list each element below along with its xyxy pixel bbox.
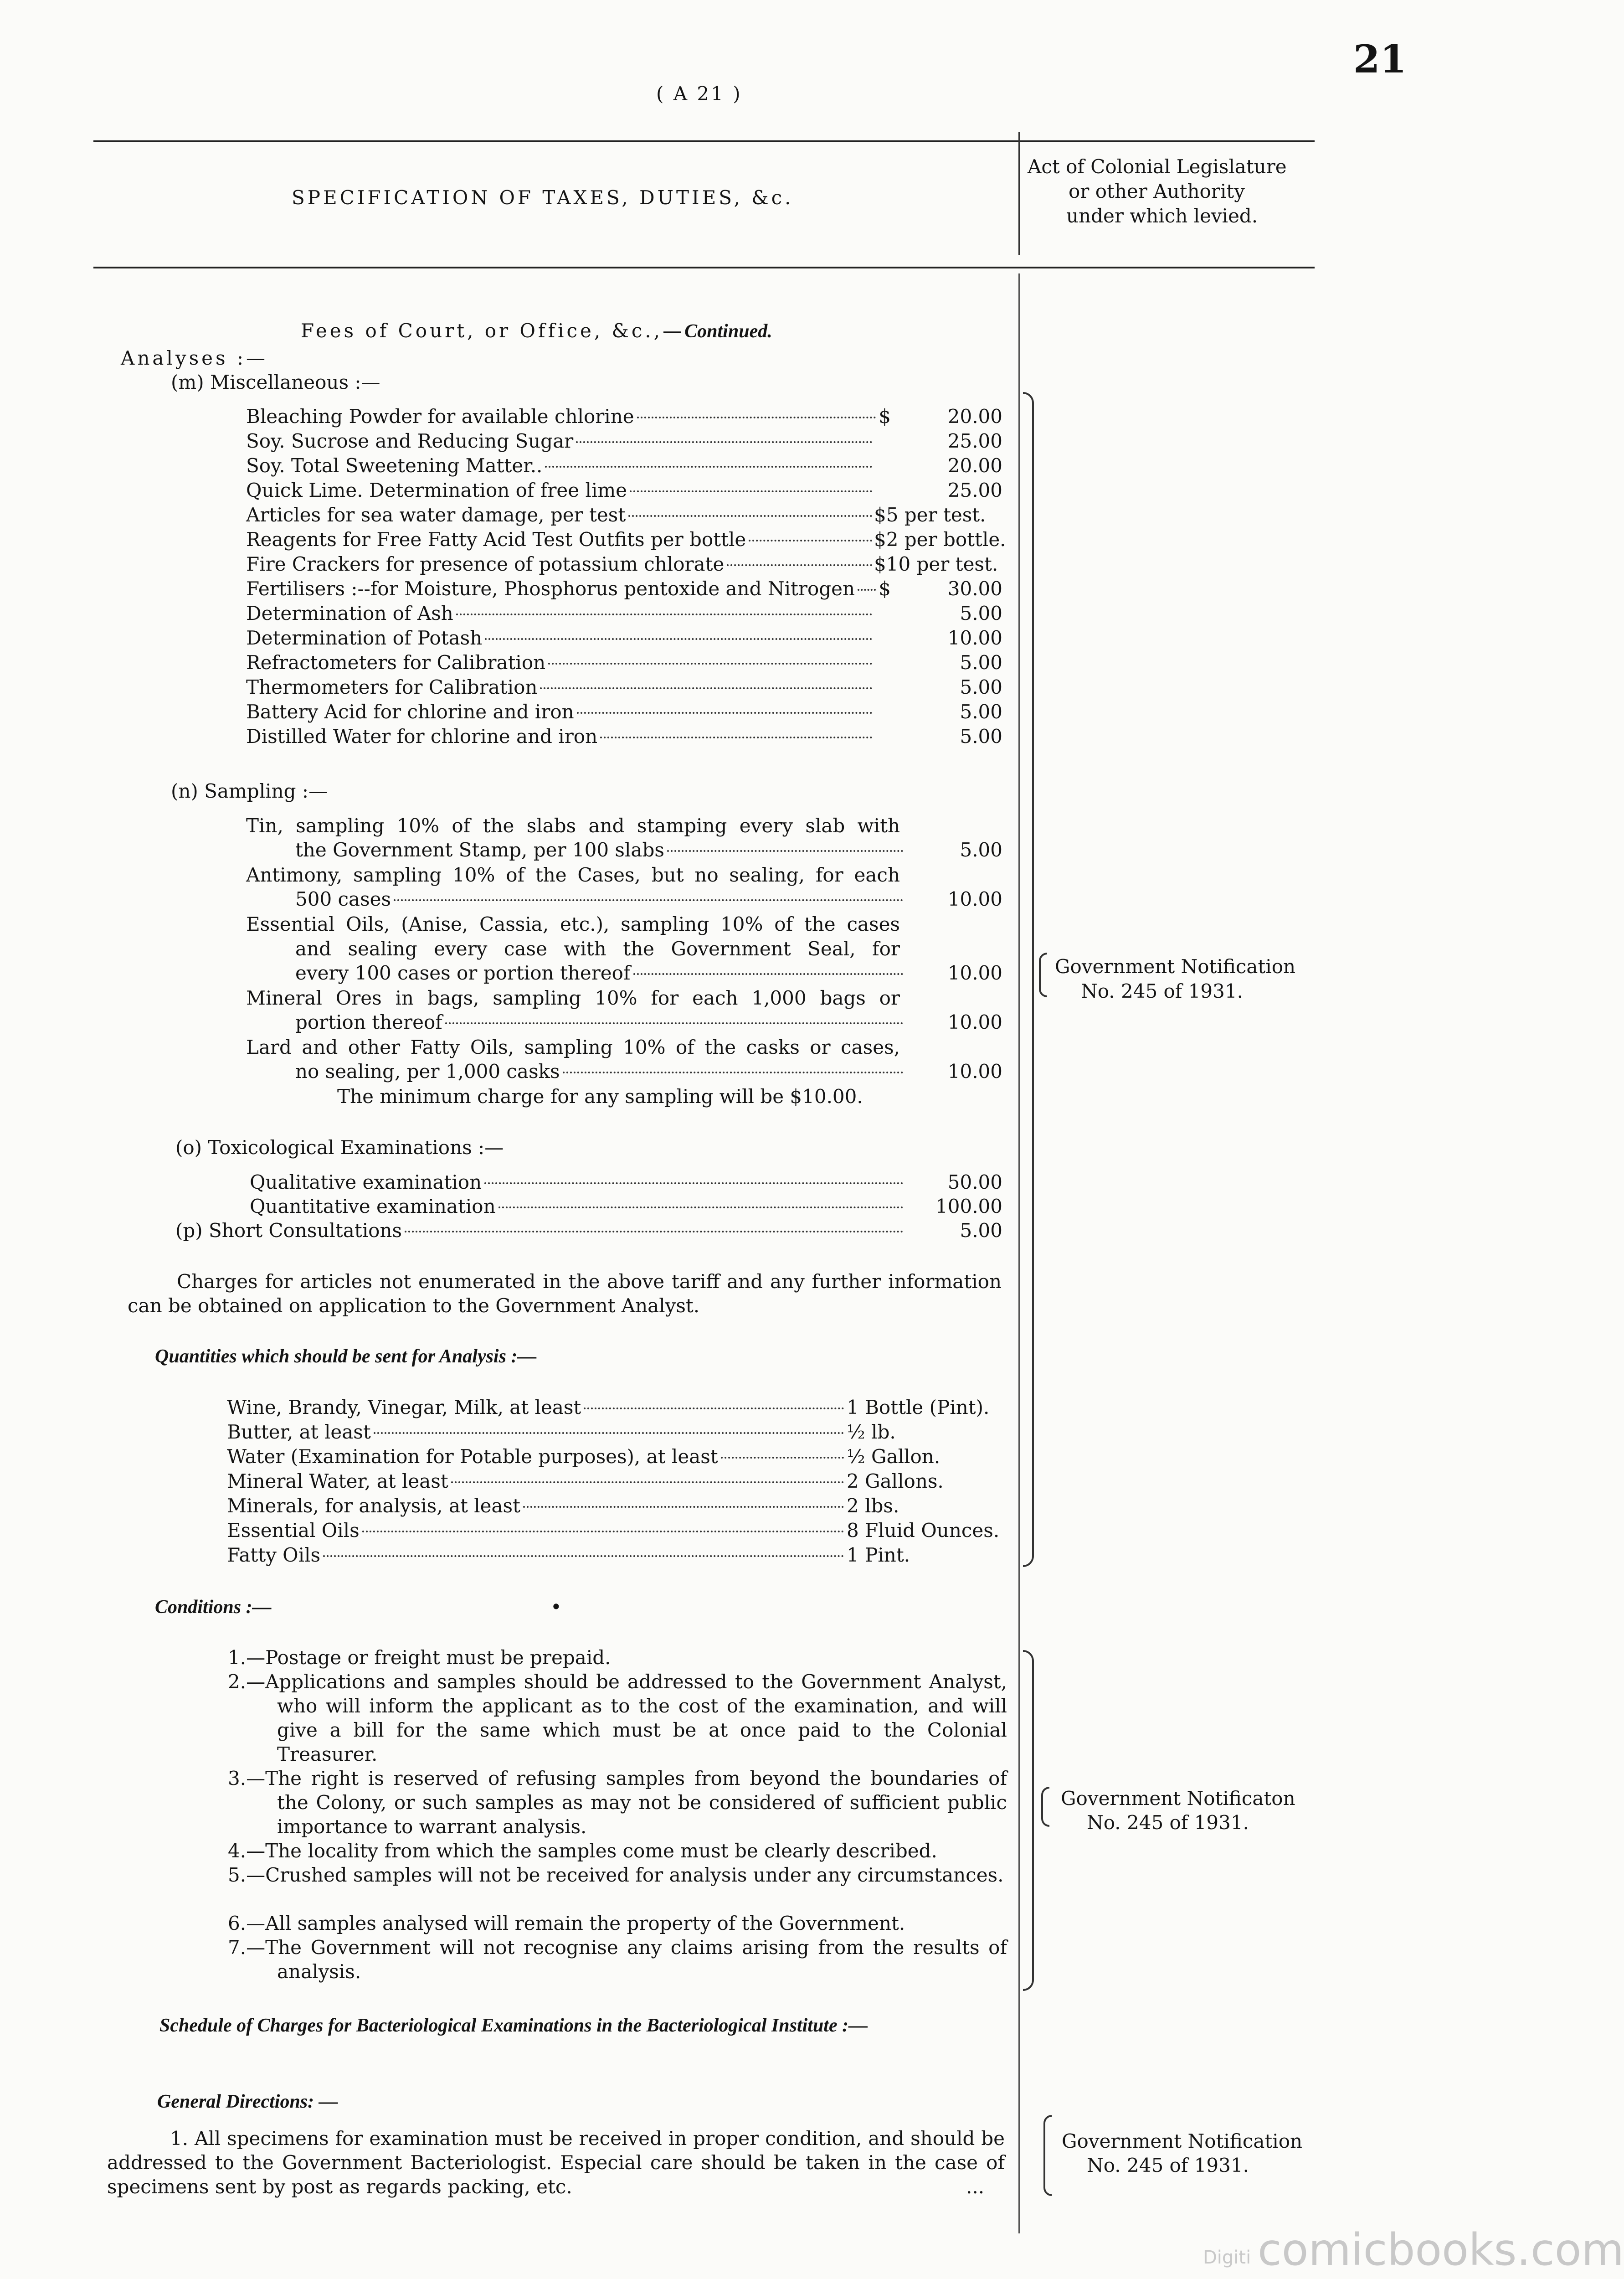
misc-item-label: Refractometers for Calibration [246, 651, 546, 674]
quantity-item [227, 1445, 1011, 1469]
misc-item [246, 552, 875, 576]
misc-item-value: 20.00 [947, 405, 1002, 428]
misc-item-label: Determination of Potash [246, 627, 483, 649]
misc-item [246, 602, 875, 625]
leader-dots [628, 515, 872, 517]
misc-item-label: Soy. Sucrose and Reducing Sugar [246, 430, 574, 452]
sampling-item-value: 10.00 [947, 962, 1002, 984]
dollar-sign: $ [879, 405, 891, 428]
misc-item-value: 5.00 [960, 602, 1002, 624]
page-title: SPECIFICATION OF TAXES, DUTIES, &c. [292, 186, 794, 209]
leader-dots [563, 1072, 903, 1073]
condition-text: Crushed samples will not be received for analysis under any circumstances. [265, 1864, 1004, 1886]
sampling-item-text: Mineral Ores in bags, sampling 10% for each 1,000 bags or [246, 987, 900, 1009]
sampling-item-label: the Government Stamp, per 100 slabs [295, 839, 664, 861]
misc-item [246, 577, 891, 601]
notification-3-line2: No. 245 of 1931. [1087, 2154, 1249, 2176]
misc-item-value: 5.00 [960, 701, 1002, 723]
misc-item-value: 20.00 [947, 454, 1002, 477]
schedule-heading: Schedule of Charges for Bacteriological Examinations in the Bacteriological Institute :— [159, 2015, 868, 2036]
misc-item-value: 25.00 [947, 430, 1002, 452]
quantity-item [227, 1420, 1011, 1444]
tox-item-label: Qualitative examination [250, 1171, 482, 1193]
misc-heading: (m) Miscellaneous :— [171, 371, 380, 393]
leader-dots [485, 638, 872, 640]
analyses-heading: Analyses :— [121, 347, 268, 369]
leader-dots [362, 1531, 844, 1532]
leader-dots [584, 1408, 844, 1409]
quantity-item [227, 1469, 1011, 1493]
misc-item-label: Quick Lime. Determination of free lime [246, 479, 627, 501]
quantity-item-value: 1 Bottle (Pint). [847, 1396, 990, 1418]
brace-right-2 [1023, 1650, 1034, 1991]
sampling-item-label: portion thereof [295, 1011, 442, 1033]
sampling-item-text: and sealing every case with the Government Seal, for [295, 938, 900, 960]
condition-text: The locality from which the samples come must be clearly described. [265, 1840, 937, 1862]
condition-text: The right is reserved of refusing samples from beyond the boundaries of the Colony, or such samples as may not be considered of sufficient public importance to warrant analysis. [265, 1767, 1007, 1838]
sampling-item-label: no sealing, per 1,000 casks [295, 1060, 560, 1083]
misc-item-value: $2 per bottle. [874, 528, 1006, 551]
authority-column-rule [1018, 273, 1020, 2233]
misc-item-value: $10 per test. [874, 553, 998, 575]
section-title [301, 319, 772, 343]
tox-item-value: 100.00 [935, 1195, 1002, 1217]
condition-item [228, 1863, 1007, 1887]
sampling-item-text: Essential Oils, (Anise, Cassia, etc.), sampling 10% of the cases [246, 913, 900, 935]
misc-item-value: 5.00 [960, 725, 1002, 748]
leader-dots [451, 1481, 844, 1483]
brace-right-1 [1023, 392, 1034, 1567]
condition-number: 2.— [228, 1671, 266, 1693]
stray-mark: • [550, 1596, 562, 1618]
authority-heading-line3: under which levied. [1066, 205, 1258, 227]
tox-item-value: 50.00 [947, 1171, 1002, 1193]
quantity-item [227, 1519, 1011, 1542]
sampling-item-value: 10.00 [947, 888, 1002, 910]
brace-left-3 [1043, 2115, 1052, 2196]
quantity-item-label: Mineral Water, at least [227, 1470, 448, 1492]
leader-dots [523, 1506, 844, 1508]
misc-item-value: $5 per test. [874, 504, 986, 526]
leader-dots [394, 899, 903, 901]
quantity-item-label: Wine, Brandy, Vinegar, Milk, at least [227, 1396, 581, 1418]
misc-item [246, 528, 875, 552]
quantity-item-label: Butter, at least [227, 1421, 371, 1443]
notification-2-line1: Government Notificaton [1061, 1787, 1295, 1810]
misc-item [246, 405, 891, 428]
quantity-item-value: 2 lbs. [847, 1495, 899, 1517]
quantity-item-value: 1 Pint. [847, 1544, 910, 1566]
leader-dots [499, 1207, 903, 1208]
condition-item [228, 1670, 1007, 1766]
condition-number: 5.— [228, 1864, 266, 1886]
misc-item-value: 5.00 [960, 676, 1002, 698]
watermark-prefix: Digiti [1203, 2247, 1251, 2268]
general-item-1-trail: ... [966, 2176, 985, 2198]
quantity-item-value: 8 Fluid Ounces. [847, 1519, 1000, 1542]
condition-text: All samples analysed will remain the property of the Government. [265, 1912, 905, 1934]
misc-item-label: Bleaching Powder for available chlorine [246, 405, 634, 428]
authority-heading-line2: or other Authority [1069, 180, 1245, 202]
sampling-item [295, 887, 906, 911]
sampling-minimum: The minimum charge for any sampling will be $10.00. [337, 1085, 863, 1108]
leader-dots [667, 850, 903, 852]
misc-item [246, 651, 875, 675]
leader-dots [548, 663, 872, 665]
charges-note: Charges for articles not enumerated in the above tariff and any further information can be obtained on application to the Government Analyst. [128, 1270, 1002, 1317]
misc-item-label: Articles for sea water damage, per test [246, 504, 626, 526]
short-consultations-value: 5.00 [960, 1219, 1002, 1242]
leader-dots [405, 1231, 903, 1232]
leader-dots [633, 973, 904, 975]
sampling-item-text: Tin, sampling 10% of the slabs and stamping every slab with [246, 815, 900, 837]
condition-number: 6.— [228, 1912, 266, 1934]
leader-dots [456, 614, 872, 615]
misc-item-label: Distilled Water for chlorine and iron [246, 725, 598, 748]
misc-item [246, 675, 875, 699]
leader-dots [445, 1022, 903, 1024]
notification-1-line2: No. 245 of 1931. [1081, 980, 1243, 1002]
tox-item-qualitative [250, 1170, 906, 1194]
dollar-sign: $ [879, 577, 891, 600]
brace-left-2 [1041, 1787, 1049, 1827]
condition-number: 7.— [228, 1936, 266, 1959]
condition-item [228, 1839, 1007, 1863]
section-title-continued: Continued. [684, 321, 772, 342]
header-column-divider [1018, 132, 1020, 255]
quantity-item-label: Minerals, for analysis, at least [227, 1495, 520, 1517]
leader-dots [630, 490, 872, 492]
short-consultations-label: (p) Short Consultations [175, 1219, 402, 1242]
leader-dots [576, 441, 872, 443]
misc-item-label: Battery Acid for chlorine and iron [246, 701, 574, 723]
misc-item-label: Soy. Total Sweetening Matter.. [246, 454, 543, 477]
quantity-item-label: Fatty Oils [227, 1544, 321, 1566]
condition-number: 3.— [228, 1767, 266, 1789]
notification-2-line2: No. 245 of 1931. [1087, 1811, 1249, 1834]
sampling-item-value: 5.00 [960, 839, 1002, 861]
leader-dots [749, 540, 872, 541]
page-number: 21 [1353, 36, 1407, 82]
brace-left-1 [1039, 953, 1047, 997]
misc-item [246, 503, 875, 527]
tox-item-label: Quantitative examination [250, 1195, 496, 1217]
leader-dots [858, 589, 876, 591]
section-title-text: Fees of Court, or Office, &c.,— [301, 320, 685, 342]
misc-item-label: Reagents for Free Fatty Acid Test Outfits per bottle [246, 528, 746, 551]
authority-heading-line1: Act of Colonial Legislature [1028, 155, 1287, 178]
tox-heading: (o) Toxicological Examinations :— [175, 1136, 504, 1159]
header-top-rule [93, 140, 1315, 142]
sampling-item [295, 961, 906, 985]
leader-dots [484, 1182, 903, 1184]
misc-item-value: 30.00 [947, 577, 1002, 600]
condition-text: The Government will not recognise any claims arising from the results of analysis. [265, 1936, 1007, 1983]
sampling-heading: (n) Sampling :— [171, 780, 328, 802]
leader-dots [323, 1555, 844, 1557]
condition-item [228, 1645, 1007, 1670]
quantity-item-value: ½ Gallon. [847, 1445, 940, 1468]
notification-3-line1: Government Notification [1062, 2130, 1303, 2152]
quantity-item [227, 1543, 1011, 1567]
quantities-heading: Quantities which should be sent for Analysis :— [155, 1346, 537, 1367]
sampling-item [295, 838, 906, 862]
misc-item-label: Fertilisers :--for Moisture, Phosphorus pentoxide and Nitrogen [246, 577, 855, 600]
misc-item [246, 479, 875, 502]
misc-item [246, 700, 875, 724]
header-bottom-rule [93, 267, 1315, 268]
quantity-item [227, 1494, 1011, 1518]
sampling-item [295, 1060, 906, 1083]
sampling-item-label: 500 cases [295, 888, 391, 910]
page-reference: ( A 21 ) [656, 82, 742, 105]
leader-dots [577, 712, 872, 714]
short-consultations [175, 1219, 906, 1243]
misc-item [246, 626, 875, 650]
misc-item-label: Thermometers for Calibration [246, 676, 538, 698]
watermark: comicbooks.com [1258, 2224, 1624, 2275]
leader-dots [637, 417, 876, 418]
sampling-item-label: every 100 cases or portion thereof [295, 962, 631, 984]
misc-item-label: Determination of Ash [246, 602, 453, 624]
general-directions-heading: General Directions: — [157, 2091, 338, 2112]
condition-item [228, 1935, 1007, 1984]
leader-dots [545, 466, 872, 468]
quantity-item-value: ½ lb. [847, 1421, 896, 1443]
conditions-heading: Conditions :— [155, 1597, 272, 1618]
misc-item-value: 25.00 [947, 479, 1002, 501]
quantity-item-label: Water (Examination for Potable purposes), at least [227, 1445, 718, 1468]
leader-dots [721, 1457, 844, 1459]
tox-item-quantitative [250, 1195, 906, 1218]
quantity-item [227, 1396, 1011, 1419]
condition-text: Applications and samples should be addressed to the Government Analyst, who will inform the applicant as to the cost of the examination, and will give a bill for the same which must be at once paid to the Colonial Treasurer. [265, 1671, 1007, 1765]
misc-item [246, 429, 875, 453]
leader-dots [374, 1432, 844, 1434]
quantity-item-value: 2 Gallons. [847, 1470, 944, 1492]
misc-item-value: 5.00 [960, 651, 1002, 674]
sampling-item [295, 1011, 906, 1034]
sampling-item-value: 10.00 [947, 1011, 1002, 1033]
quantity-item-label: Essential Oils [227, 1519, 360, 1542]
notification-1-line1: Government Notification [1055, 955, 1296, 978]
condition-number: 1.— [228, 1646, 266, 1669]
leader-dots [540, 687, 872, 689]
condition-item [228, 1911, 1007, 1935]
condition-number: 4.— [228, 1840, 266, 1862]
misc-item [246, 725, 875, 748]
misc-item [246, 454, 875, 478]
condition-text: Postage or freight must be prepaid. [265, 1646, 611, 1669]
leader-dots [727, 564, 872, 566]
condition-item [228, 1766, 1007, 1839]
general-item-1: 1. All specimens for examination must be received in proper condition, and should be addressed to the Government Bacteriologist. Especial care should be taken in the case of specimens sent by post as regards packing, etc. [107, 2127, 1005, 2198]
misc-item-label: Fire Crackers for presence of potassium chlorate [246, 553, 725, 575]
sampling-item-text: Lard and other Fatty Oils, sampling 10% of the casks or cases, [246, 1036, 900, 1058]
misc-item-value: 10.00 [947, 627, 1002, 649]
sampling-item-value: 10.00 [947, 1060, 1002, 1083]
sampling-item-text: Antimony, sampling 10% of the Cases, but no sealing, for each [246, 864, 900, 886]
leader-dots [600, 737, 872, 738]
